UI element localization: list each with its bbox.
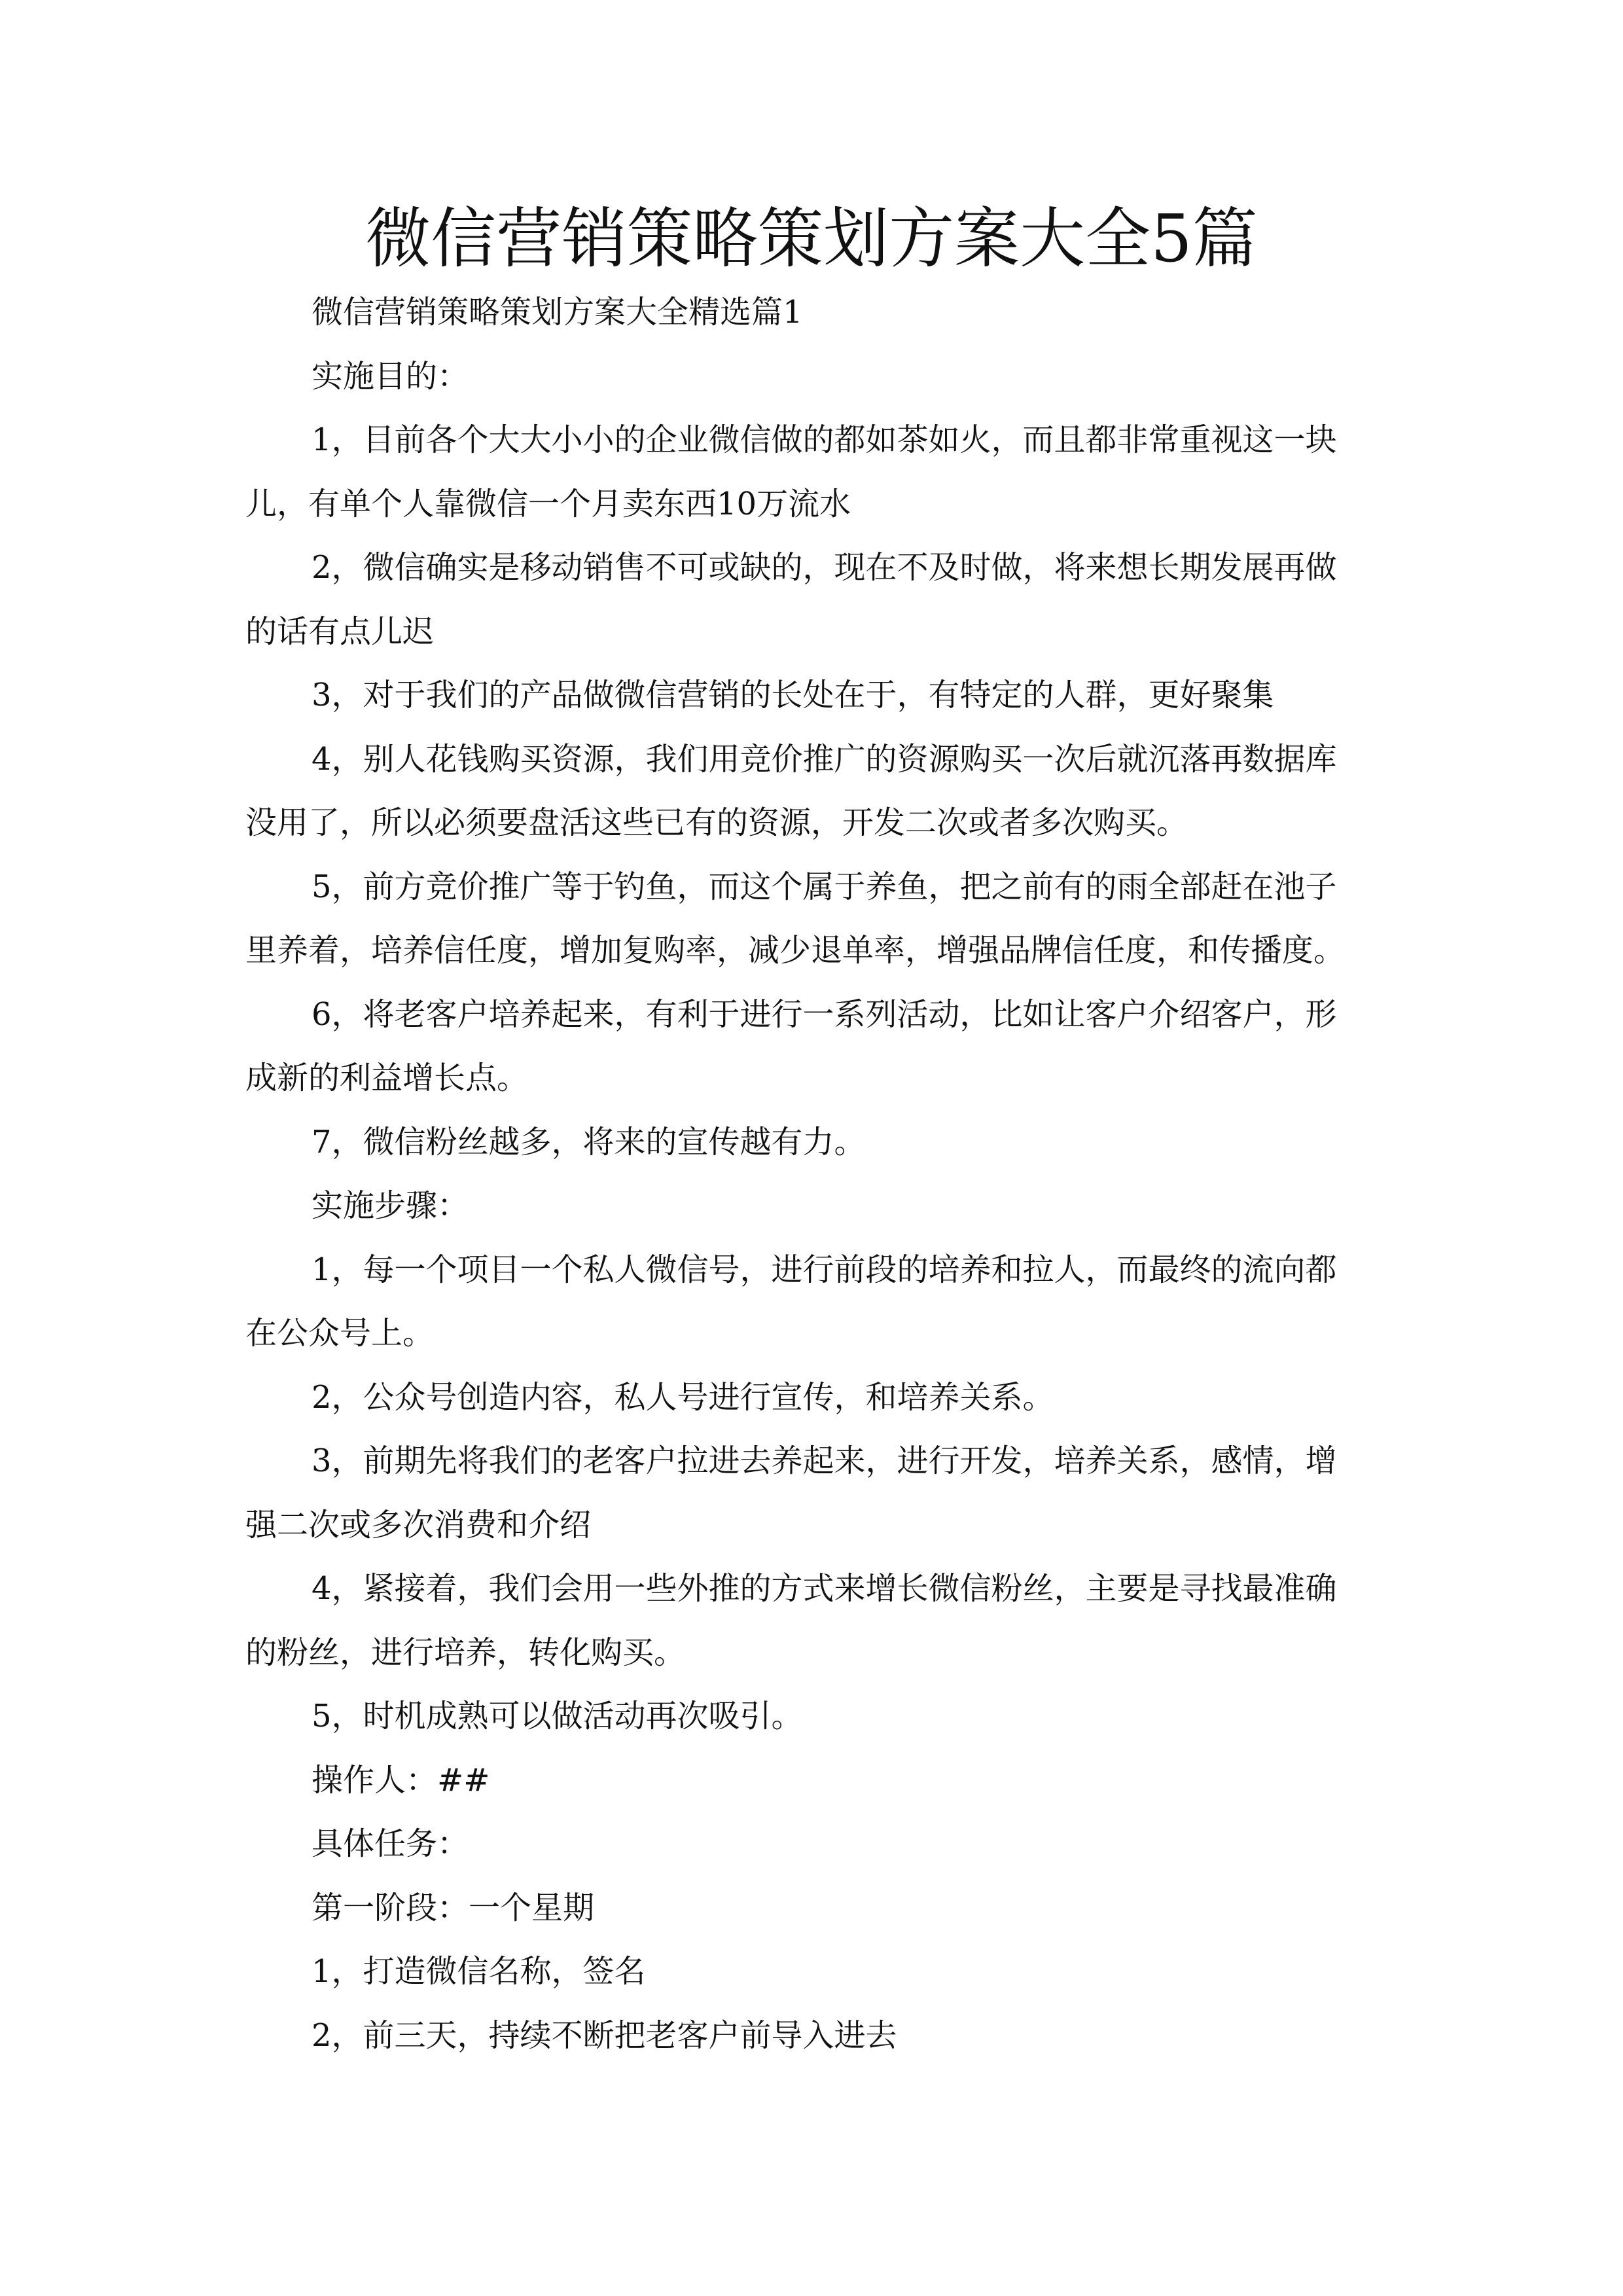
text-line: 6，将老客户培养起来，有利于进行一系列活动，比如让客户介绍客户，形 — [312, 996, 1337, 1033]
text-line: 1，打造微信名称，签名 — [312, 1953, 646, 1990]
text-line: 4，别人花钱购买资源，我们用竞价推广的资源购买一次后就沉落再数据库 — [312, 740, 1337, 778]
paragraph — [245, 1429, 1384, 1557]
text-line: 操作人：## — [312, 1761, 490, 1799]
text-line: 实施目的： — [312, 357, 469, 395]
text-line: 7，微信粉丝越多，将来的宣传越有力。 — [312, 1123, 866, 1160]
paragraph — [245, 1940, 1384, 2004]
text-line: 的粉丝，进行培养，转化购买。 — [245, 1634, 686, 1671]
paragraph — [245, 664, 1384, 728]
paragraph — [245, 1174, 1384, 1238]
text-line: 2，前三天，持续不断把老客户前导入进去 — [312, 2017, 897, 2054]
text-line: 强二次或多次消费和介绍 — [245, 1506, 592, 1543]
text-line: 实施步骤： — [312, 1187, 469, 1224]
text-line: 的话有点儿迟 — [245, 613, 435, 650]
text-line: 4，紧接着，我们会用一些外推的方式来增长微信粉丝，主要是寻找最准确 — [312, 1570, 1337, 1607]
text-line: 在公众号上。 — [245, 1315, 435, 1352]
text-line: 具体任务： — [312, 1825, 469, 1862]
paragraph — [245, 1557, 1384, 1685]
paragraph — [245, 2004, 1384, 2068]
text-line: 第一阶段：一个星期 — [312, 1889, 595, 1926]
paragraph — [245, 345, 1384, 409]
document-title: 微信营销策略策划方案大全5篇 — [365, 200, 1258, 277]
paragraph — [245, 855, 1384, 983]
paragraph — [245, 536, 1384, 664]
text-line: 3，前期先将我们的老客户拉进去养起来，进行开发，培养关系，感情，增 — [312, 1443, 1337, 1479]
text-line: 没用了，所以必须要盘活这些已有的资源，开发二次或者多次购买。 — [245, 804, 1188, 841]
paragraph — [245, 1685, 1384, 1749]
paragraph — [245, 1366, 1384, 1430]
paragraph — [245, 1812, 1384, 1876]
text-line: 2，公众号创造内容，私人号进行宣传，和培养关系。 — [312, 1378, 1054, 1416]
text-line: 2，微信确实是移动销售不可或缺的，现在不及时做，将来想长期发展再做 — [312, 549, 1337, 586]
document-body — [245, 281, 1384, 2068]
paragraph — [245, 983, 1384, 1111]
text-line: 里养着，培养信任度，增加复购率，减少退单率，增强品牌信任度，和传播度。 — [245, 932, 1346, 969]
text-line: 1，每一个项目一个私人微信号，进行前段的培养和拉人，而最终的流向都 — [312, 1251, 1337, 1288]
paragraph — [245, 1876, 1384, 1941]
paragraph — [245, 408, 1384, 536]
text-line: 1，目前各个大大小小的企业微信做的都如茶如火，而且都非常重视这一块 — [312, 422, 1337, 458]
paragraph — [245, 1749, 1384, 1813]
text-line: 5，前方竞价推广等于钓鱼，而这个属于养鱼，把之前有的雨全部赶在池子 — [312, 868, 1337, 905]
paragraph — [245, 1111, 1384, 1175]
paragraph — [245, 1238, 1384, 1366]
text-line: 3，对于我们的产品做微信营销的长处在于，有特定的人群，更好聚集 — [312, 677, 1274, 713]
paragraph — [245, 728, 1384, 855]
text-line: 5，时机成熟可以做活动再次吸引。 — [312, 1698, 803, 1734]
text-line: 成新的利益增长点。 — [245, 1060, 529, 1096]
paragraph — [245, 281, 1384, 345]
text-line: 儿，有单个人靠微信一个月卖东西10万流水 — [245, 485, 851, 522]
text-line: 微信营销策略策划方案大全精选篇1 — [312, 294, 803, 331]
